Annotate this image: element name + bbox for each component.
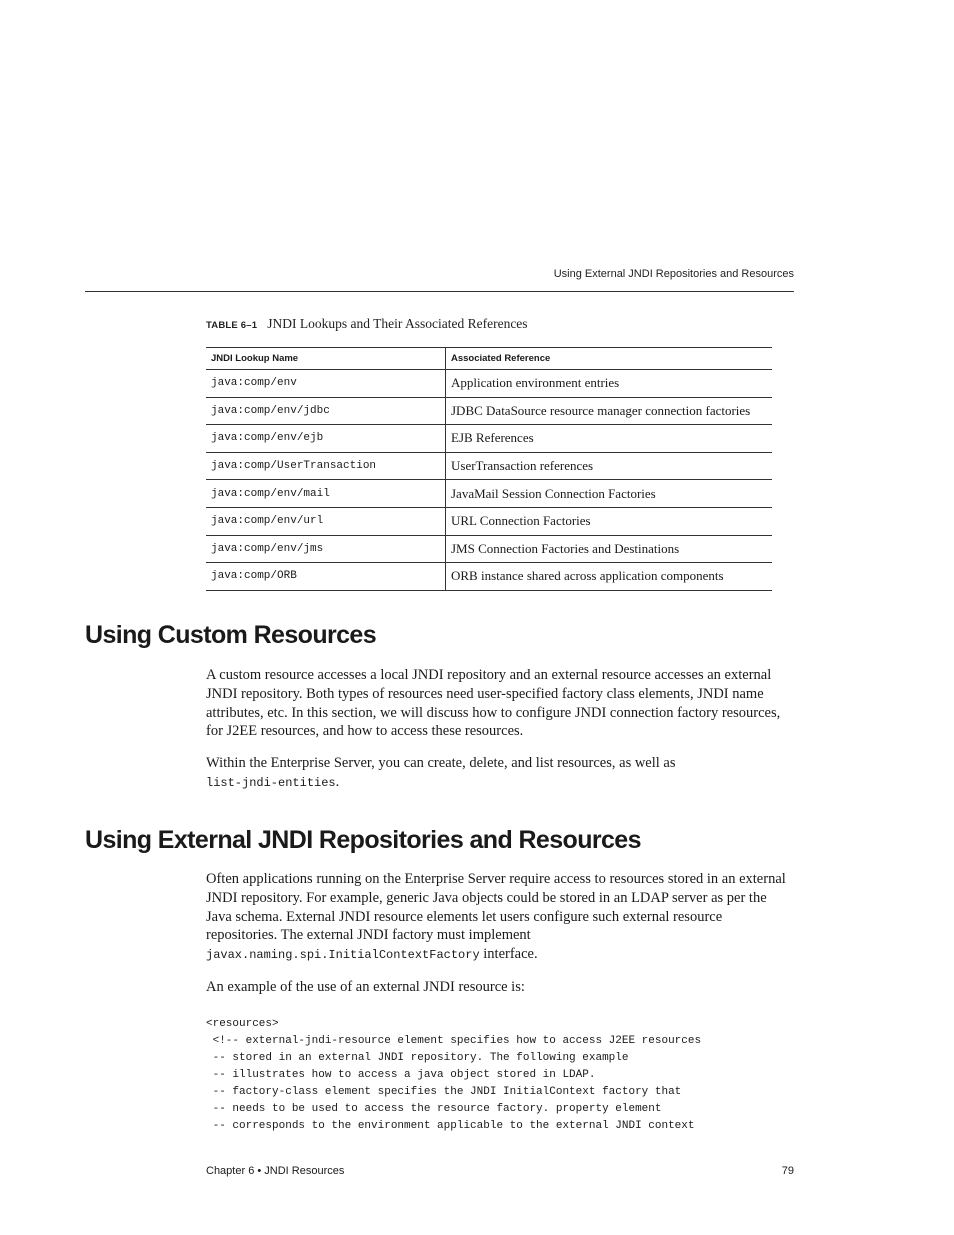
section-heading-custom-resources: Using Custom Resources bbox=[85, 621, 377, 649]
table-caption bbox=[206, 316, 528, 332]
footer-bullet: • bbox=[257, 1165, 262, 1177]
code-example: <resources> <!-- external-jndi-resource element specifies how to access J2EE resources -- stored in an external JNDI repository. The following example -- illustrates how to access a java object stored in LDAP. -- factory-class element specifies the JNDI InitialContext factory that -- needs to be used to access the resource factory. property element -- corresponds to the environment applicable to the external JNDI context bbox=[206, 1018, 702, 1132]
lookup-name-cell: java:comp/env/url bbox=[206, 507, 446, 535]
footer-chapter-title: JNDI Resources bbox=[264, 1165, 345, 1177]
external-jndi-paragraph bbox=[206, 870, 786, 965]
inline-code-initial-context-factory: javax.naming.spi.InitialContextFactory bbox=[206, 948, 480, 963]
table-row bbox=[206, 563, 772, 591]
custom-resources-list-paragraph bbox=[206, 754, 786, 793]
table-header-row bbox=[206, 348, 772, 370]
lookup-name-cell: java:comp/env/ejb bbox=[206, 425, 446, 453]
reference-cell: JDBC DataSource resource manager connection factories bbox=[446, 397, 773, 425]
reference-cell: JMS Connection Factories and Destinations bbox=[446, 535, 773, 563]
paragraph-end: . bbox=[335, 773, 340, 790]
paragraph-text: Within the Enterprise Server, you can create, delete, and list resources, as well as bbox=[206, 755, 676, 771]
table-label: TABLE 6–1 bbox=[206, 320, 258, 331]
page-number: 79 bbox=[781, 1165, 794, 1177]
lookup-name-cell: java:comp/env/jdbc bbox=[206, 397, 446, 425]
table-row bbox=[206, 425, 772, 453]
table-row bbox=[206, 507, 772, 535]
table-row bbox=[206, 452, 772, 480]
footer-chapter-number: Chapter 6 bbox=[206, 1165, 255, 1177]
table-row bbox=[206, 535, 772, 563]
reference-cell: JavaMail Session Connection Factories bbox=[446, 480, 773, 508]
paragraph-text: Often applications running on the Enterprise Server require access to resources stored in an external JNDI repository. For example, generic Java objects could be stored in an LDAP server as per the Java schema. External JNDI resource elements let users configure such external resource repositories. The external JNDI factory must implement bbox=[206, 871, 786, 944]
table-title: JNDI Lookups and Their Associated References bbox=[267, 316, 528, 331]
reference-cell: ORB instance shared across application components bbox=[446, 563, 773, 591]
footer-chapter bbox=[206, 1165, 344, 1177]
custom-resources-paragraph: A custom resource accesses a local JNDI repository and an external resource accesses an external JNDI repository. Both types of resources need user-specified factory class elements, JNDI name attributes, etc. In this section, we will discuss how to configure JNDI connection factory resources, for J2EE resources, and how to access these resources. bbox=[206, 667, 781, 740]
reference-cell: Application environment entries bbox=[446, 370, 773, 398]
inline-code-list-jndi-entities: list-jndi-entities bbox=[206, 775, 336, 790]
table-row bbox=[206, 397, 772, 425]
lookup-name-cell: java:comp/UserTransaction bbox=[206, 452, 446, 480]
reference-cell: URL Connection Factories bbox=[446, 507, 773, 535]
header-rule bbox=[85, 291, 794, 292]
reference-cell: UserTransaction references bbox=[446, 452, 773, 480]
column-header-associated-reference: Associated Reference bbox=[446, 348, 773, 370]
lookup-name-cell: java:comp/env bbox=[206, 370, 446, 398]
lookup-name-cell: java:comp/env/jms bbox=[206, 535, 446, 563]
lookup-name-cell: java:comp/env/mail bbox=[206, 480, 446, 508]
paragraph-end: interface. bbox=[479, 946, 538, 963]
section-heading-external-jndi: Using External JNDI Repositories and Resources bbox=[85, 826, 641, 854]
jndi-lookup-table bbox=[206, 347, 772, 591]
lookup-name-cell: java:comp/ORB bbox=[206, 563, 446, 591]
table-row bbox=[206, 480, 772, 508]
external-jndi-example-intro: An example of the use of an external JNDI resource is: bbox=[206, 979, 525, 995]
table-row bbox=[206, 370, 772, 398]
running-header: Using External JNDI Repositories and Resources bbox=[553, 268, 794, 280]
reference-cell: EJB References bbox=[446, 425, 773, 453]
column-header-lookup-name: JNDI Lookup Name bbox=[206, 348, 446, 370]
